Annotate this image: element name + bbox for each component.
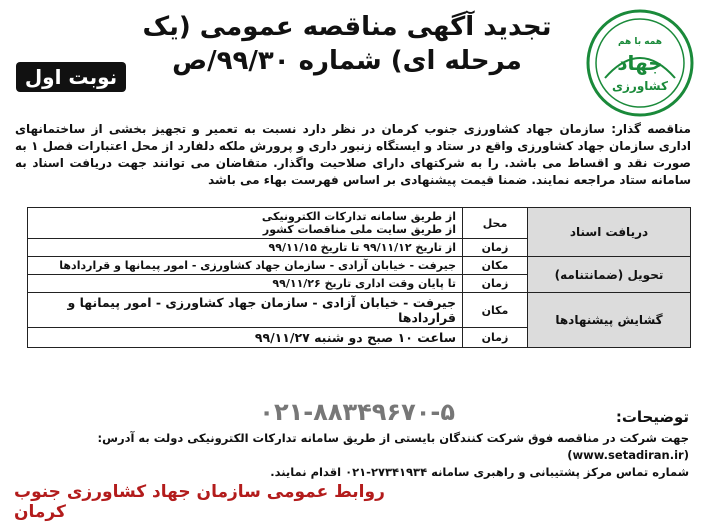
doc-receipt-place-line1: از طریق سامانه تدارکات الکترونیکی: [261, 210, 456, 223]
delivery-time: تا پایان وقت اداری تاریخ ۹۹/۱۱/۲۶: [28, 275, 463, 293]
notes-title: توضیحات:: [615, 408, 689, 426]
doc-receipt-place-line2: از طریق سایت ملی مناقصات کشور: [262, 223, 456, 236]
doc-receipt-time: از تاریخ ۹۹/۱۱/۱۲ تا تاریخ ۹۹/۱۱/۱۵: [28, 239, 463, 257]
logo-sub-text: کشاورزی: [612, 79, 668, 93]
label-time: زمان: [463, 239, 528, 257]
intro-paragraph: مناقصه گذار: سازمان جهاد کشاورزی جنوب کرمان در نظر دارد نسبت به تعمیر و تجهیز بخشی از ساختمانهای اداری سازمان جهاد کشاورزی واقع در ستاد و ایستگاه زنبور داری و پرورش ملکه دلفارد از محل اعتبارات فصل ۱ به صورت نقد و اقساط می باشد. را به شرکتهای دارای صلاحیت واگذار. متقاضان می توانند جهت دریافت اسناد به سامانه ستاد مراجعه نمایند. ضمنا قیمت پیشنهادی بر اساس فهرست بهاء می باشد: [15, 122, 691, 187]
label-time: زمان: [463, 328, 528, 348]
notes-line-1: جهت شرکت در مناقصه فوق شرکت کنندگان بایستی از طریق سامانه تدارکات الکترونیکی دولت به آدرس: (www.setadiran.ir): [97, 431, 689, 462]
page-title: تجدید آگهی مناقصه عمومی (یک مرحله ای) شماره ۹۹/۳۰/ص: [142, 12, 552, 76]
label-time: زمان: [463, 275, 528, 293]
label-place: محل: [463, 208, 528, 239]
delivery-place: جیرفت - خیابان آزادی - سازمان جهاد کشاورزی - امور پیمانها و قراردادها: [28, 257, 463, 275]
opening-place: جیرفت - خیابان آزادی - سازمان جهاد کشاورزی - امور پیمانها و قراردادها: [28, 293, 463, 328]
schedule-table: [27, 207, 691, 348]
table-row: [28, 257, 691, 275]
table-row: [28, 208, 691, 239]
doc-receipt-place: [28, 208, 463, 239]
turn-badge: نوبت اول: [16, 62, 126, 92]
section-doc-receipt: دریافت اسناد: [528, 208, 691, 257]
logo-top-text: همه با هم: [617, 37, 663, 47]
label-place: مکان: [463, 257, 528, 275]
watermark-phone: ۰۲۱-۸۸۳۴۹۶۷۰-۵: [259, 398, 455, 426]
notes-line-2: شماره تماس مرکز پشتیبانی و راهبری سامانه ۲۷۳۴۱۹۳۴-۰۲۱ اقدام نمایند.: [270, 465, 689, 479]
section-opening: گشایش پیشنهادها: [528, 293, 691, 348]
jihad-keshavarzi-logo: [585, 8, 695, 118]
opening-time: ساعت ۱۰ صبح دو شنبه ۹۹/۱۱/۲۷: [28, 328, 463, 348]
logo-main-text: جهاد: [617, 51, 663, 75]
notes: [13, 430, 689, 481]
table-row: [28, 293, 691, 328]
section-delivery: تحویل (ضمانتنامه): [528, 257, 691, 293]
label-place: مکان: [463, 293, 528, 328]
footer-signature: روابط عمومی سازمان جهاد کشاورزی جنوب کرمان: [14, 482, 385, 522]
